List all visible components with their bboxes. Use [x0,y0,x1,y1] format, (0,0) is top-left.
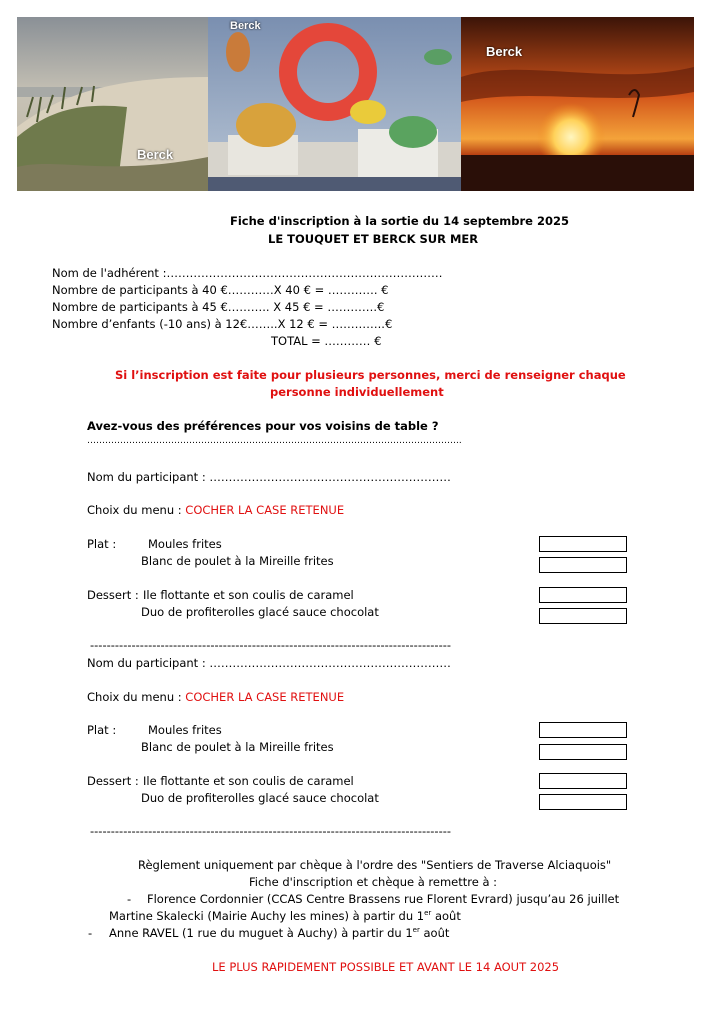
total-line: TOTAL = ………… € [271,334,382,348]
participant-name-line: Nom du participant : ……………………………………………………… [87,656,451,670]
participant-name-line: Nom du participant : ……………………………………………………… [87,470,451,484]
checkbox-plat-poulet[interactable] [539,744,627,760]
plat-option-moules: Moules frites [148,723,222,737]
document-title: Fiche d'inscription à la sortie du 14 septembre 2025 [230,214,569,228]
dessert-option-ile-flottante: Ile flottante et son coulis de caramel [143,774,354,788]
menu-instruction: COCHER LA CASE RETENUE [185,690,345,704]
plat-option-moules: Moules frites [148,537,222,551]
dessert-option-profiterolles: Duo de profiterolles glacé sauce chocolat [141,605,379,619]
separator: --------------------------------------------------------------------------------------- [90,824,452,838]
separator: --------------------------------------------------------------------------------------- [90,638,452,652]
dessert-label: Dessert : [87,588,139,602]
menu-choice-label: Choix du menu : [87,503,186,517]
contact-florence: Florence Cordonnier (CCAS Centre Brassens rue Florent Evrard) jusqu’au 26 juillet [147,892,620,906]
contact-martine-month: août [431,909,461,923]
contact-martine [109,909,461,923]
checkbox-plat-poulet[interactable] [539,557,627,573]
participants-45-line: Nombre de participants à 45 €……….. X 45 € = ………….€ [52,300,385,314]
adherent-name-line: Nom de l'adhérent :……………………………………………………………… [52,266,443,280]
payment-recipients-intro: Fiche d'inscription et chèque à remettre à : [249,875,498,889]
table-preference-question: Avez-vous des préférences pour vos voisins de table ? [87,419,439,433]
payment-instruction: Règlement uniquement par chèque à l'ordre des "Sentiers de Traverse Alciaquois" [138,858,612,872]
checkbox-dessert-profiterolles[interactable] [539,608,627,624]
notice-line-1: Si l’inscription est faite pour plusieurs personnes, merci de renseigner chaque [115,368,626,382]
checkbox-plat-moules[interactable] [539,536,627,552]
checkbox-dessert-ile-flottante[interactable] [539,773,627,789]
superscript: er [424,909,432,918]
photo-label: Berck [137,147,174,162]
photo-label: Berck [486,44,523,59]
dessert-label: Dessert : [87,774,139,788]
contact-bullet: - [127,892,132,906]
contact-bullet: - [88,926,93,940]
table-preference-dots: …………………………………………………………………………………………………………….. [87,436,462,446]
document-subtitle: LE TOUQUET ET BERCK SUR MER [268,232,479,246]
plat-option-poulet: Blanc de poulet à la Mireille frites [141,740,334,754]
menu-instruction: COCHER LA CASE RETENUE [185,503,345,517]
contact-anne [109,926,449,940]
contact-anne-text: Anne RAVEL (1 rue du muguet à Auchy) à partir du 1 [109,926,413,940]
contact-anne-month: août [419,926,450,940]
deadline-notice: LE PLUS RAPIDEMENT POSSIBLE ET AVANT LE 14 AOUT 2025 [212,960,560,974]
photo-dunes [17,17,208,191]
participants-40-line: Nombre de participants à 40 €…………X 40 € = …………. € [52,283,389,297]
contact-martine-text: Martine Skalecki (Mairie Auchy les mines) à partir du 1 [109,909,425,923]
checkbox-plat-moules[interactable] [539,722,627,738]
checkbox-dessert-profiterolles[interactable] [539,794,627,810]
dessert-option-ile-flottante: Ile flottante et son coulis de caramel [143,588,354,602]
superscript: er [412,926,420,935]
menu-choice [87,503,344,517]
checkbox-dessert-ile-flottante[interactable] [539,587,627,603]
notice-line-2: personne individuellement [270,385,444,399]
plat-label: Plat : [87,537,117,551]
menu-choice [87,690,344,704]
photo-label: Berck [230,20,261,32]
plat-option-poulet: Blanc de poulet à la Mireille frites [141,554,334,568]
plat-label: Plat : [87,723,117,737]
dessert-option-profiterolles: Duo de profiterolles glacé sauce chocolat [141,791,379,805]
menu-choice-label: Choix du menu : [87,690,186,704]
children-line: Nombre d’enfants (-10 ans) à 12€……..X 12 € = …………..€ [52,317,393,331]
photo-sunset [461,17,694,191]
photo-kites [208,17,461,191]
